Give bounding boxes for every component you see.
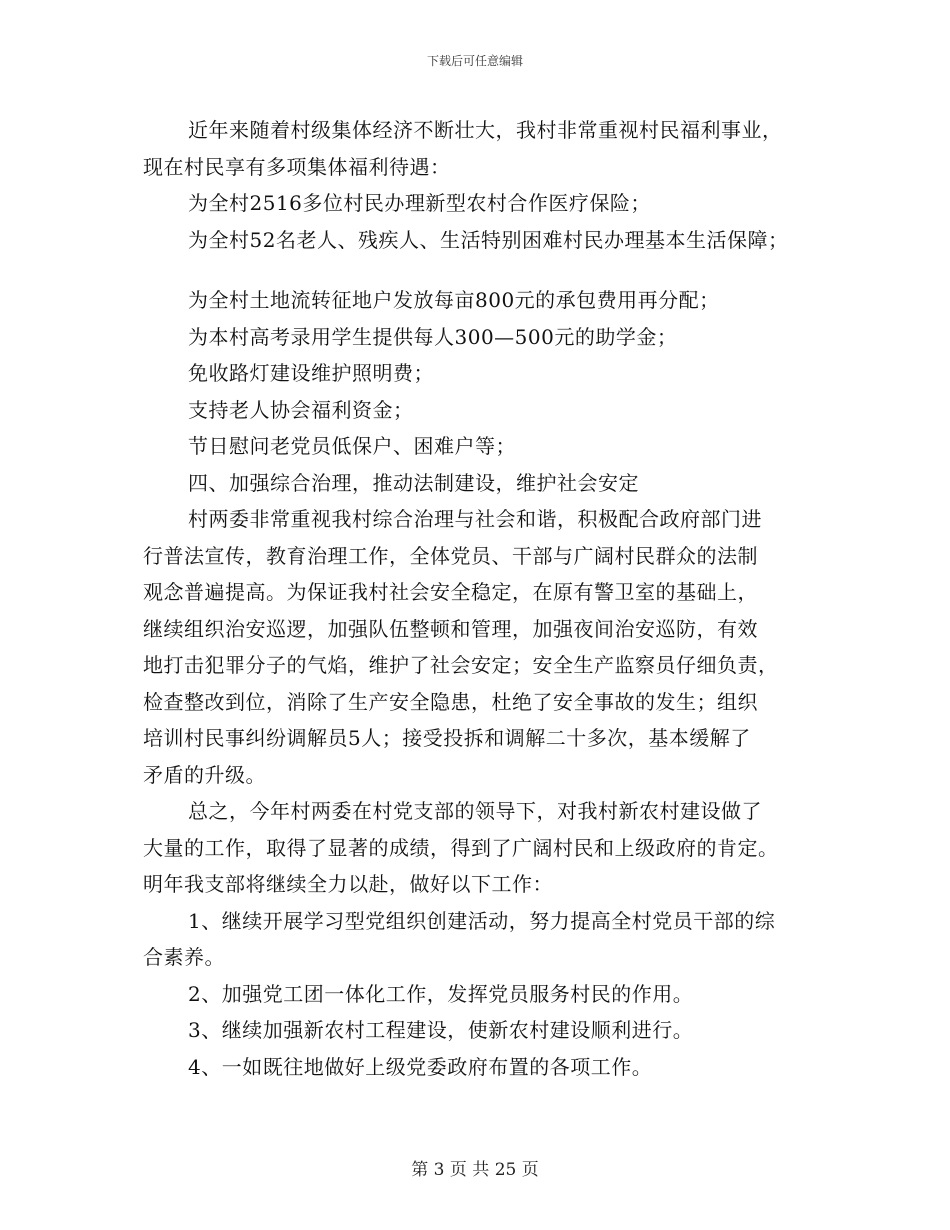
paragraph-line: 为全村52名老人、残疾人、生活特别困难村民办理基本生活保障；	[188, 227, 789, 252]
paragraph-line: 现在村民享有多项集体福利待遇：	[143, 154, 451, 179]
paragraph-line: 近年来随着村级集体经济不断壮大，我村非常重视村民福利事业，	[188, 118, 783, 142]
list-item: 3、继续加强新农村工程建设，使新农村建设顺利进行。	[188, 1018, 694, 1042]
paragraph-line: 大量的工作，取得了显著的成绩，得到了广阔村民和上级政府的肯定。	[143, 835, 779, 860]
paragraph-line: 支持老人协会福利资金；	[188, 397, 414, 422]
paragraph-line: 观念普遍提高。为保证我村社会安全稳定，在原有警卫室的基础上，	[143, 580, 758, 604]
paragraph-line: 总之，今年村两委在村党支部的领导下，对我村新农村建设做了	[188, 799, 762, 823]
page-header: 下载后可任意编辑	[426, 54, 523, 68]
list-item: 1、继续开展学习型党组织创建活动，努力提高全村党员干部的综	[188, 908, 776, 933]
paragraph-line: 村两委非常重视我村综合治理与社会和谐，积极配合政府部门进	[188, 507, 762, 531]
list-item: 4、一如既往地做好上级党委政府布置的各项工作。	[188, 1054, 653, 1079]
section-heading: 四、加强综合治理，推动法制建设，维护社会安定	[188, 470, 639, 495]
paragraph-line: 矛盾的升级。	[143, 762, 266, 787]
paragraph-line: 为本村高考录用学生提供每人300—500元的助学金；	[188, 324, 678, 349]
list-item: 2、加强党工团一体化工作，发挥党员服务村民的作用。	[188, 981, 694, 1006]
paragraph-line: 免收路灯建设维护照明费；	[188, 361, 434, 385]
paragraph-line: 培训村民事纠纷调解员5人；接受投拆和调解二十多次，基本缓解了	[143, 726, 751, 750]
paragraph-line: 检查整改到位，消除了生产安全隐患，杜绝了安全事故的发生；组织	[143, 689, 758, 714]
list-item-continuation: 合素养。	[143, 945, 225, 969]
paragraph-line: 节日慰问老党员低保户、困难户等；	[188, 434, 516, 458]
paragraph-line: 为全村2516多位村民办理新型农村合作医疗保险；	[188, 191, 651, 215]
paragraph-gap	[143, 258, 823, 282]
paragraph-line: 地打击犯罪分子的气焰，维护了社会安定；安全生产监察员仔细负责，	[143, 653, 779, 677]
paragraph-line: 为全村土地流转征地户发放每亩800元的承包费用再分配；	[188, 288, 720, 312]
page-number: 第 3 页 共 25 页	[411, 1160, 539, 1180]
document-body	[143, 112, 823, 1085]
paragraph-line: 继续组织治安巡逻，加强队伍整顿和管理，加强夜间治安巡防，有效	[143, 616, 758, 641]
paragraph-line: 明年我支部将继续全力以赴，做好以下工作：	[143, 872, 553, 896]
paragraph-line: 行普法宣传，教育治理工作，全体党员、干部与广阔村民群众的法制	[143, 543, 758, 568]
